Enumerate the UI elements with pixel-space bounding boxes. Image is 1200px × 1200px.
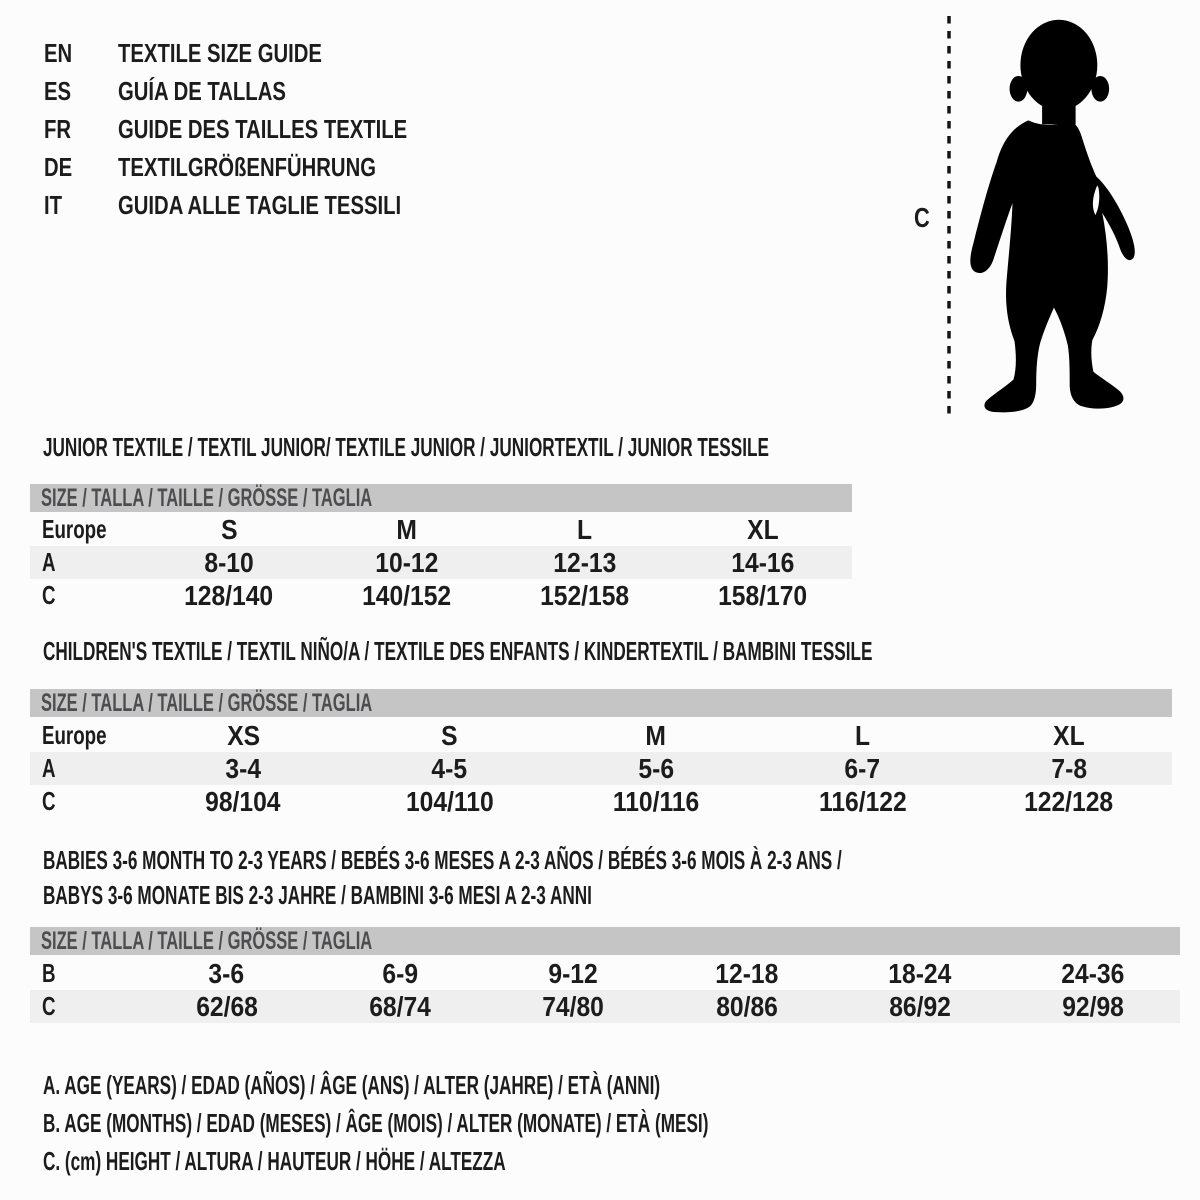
row-label: C <box>42 991 56 1021</box>
legend-line-c: C. (cm) HEIGHT / ALTURA / HAUTEUR / HÖHE / ALTEZZA <box>43 1146 506 1176</box>
row-label: C <box>42 580 56 610</box>
legend-line-b: B. AGE (MONTHS) / EDAD (MESES) / ÂGE (MOIS) / ALTER (MONATE) / ETÀ (MESI) <box>43 1108 709 1138</box>
size-cell: L <box>577 513 593 545</box>
table-row <box>30 752 1172 785</box>
babies-section-title-line2: BABYS 3-6 MONATE BIS 2-3 JAHRE / BAMBINI 3-6 MESI A 2-3 ANNI <box>43 880 592 910</box>
age-cell: 3-6 <box>208 957 245 989</box>
age-cell: 8-10 <box>204 546 254 578</box>
height-cell: 128/140 <box>184 579 274 611</box>
language-code: FR <box>44 113 72 144</box>
babies-section-title-line1: BABIES 3-6 MONTH TO 2-3 YEARS / BEBÉS 3-6 MESES A 2-3 AÑOS / BÉBÉS 3-6 MOIS À 2-3 ANS / <box>43 845 842 875</box>
size-cell: M <box>396 513 418 545</box>
age-cell: 24-36 <box>1061 957 1125 989</box>
table-row <box>30 990 1180 1023</box>
age-cell: 4-5 <box>431 752 468 784</box>
age-cell: 3-4 <box>225 752 262 784</box>
language-row-de <box>44 148 489 186</box>
size-cell: XL <box>1053 719 1085 751</box>
junior-size-header-bar: SIZE / TALLA / TAILLE / GRÖSSE / TAGLIA <box>30 484 852 512</box>
table-row <box>30 957 1180 990</box>
row-label: A <box>42 547 56 577</box>
height-cell: 104/110 <box>405 785 494 817</box>
row-label: B <box>42 958 56 988</box>
size-cell: S <box>220 513 238 545</box>
language-row-en <box>44 34 489 72</box>
age-cell: 14-16 <box>731 546 795 578</box>
age-cell: 12-13 <box>553 546 617 578</box>
height-cell: 116/122 <box>818 785 907 817</box>
children-size-header-bar: SIZE / TALLA / TAILLE / GRÖSSE / TAGLIA <box>30 689 1172 717</box>
height-measure-dashed-line <box>940 10 958 420</box>
height-cell: 98/104 <box>205 785 281 817</box>
height-cell: 74/80 <box>542 990 605 1022</box>
language-row-es <box>44 72 489 110</box>
table-row <box>30 546 852 579</box>
language-row-fr <box>44 110 489 148</box>
age-cell: 10-12 <box>375 546 439 578</box>
age-cell: 18-24 <box>888 957 952 989</box>
children-section-title: CHILDREN'S TEXTILE / TEXTIL NIÑO/A / TEXTILE DES ENFANTS / KINDERTEXTIL / BAMBINI TESSILE <box>43 636 873 666</box>
language-code: DE <box>44 151 73 182</box>
guide-title-en: TEXTILE SIZE GUIDE <box>118 37 322 68</box>
age-cell: 12-18 <box>715 957 779 989</box>
babies-size-header-bar: SIZE / TALLA / TAILLE / GRÖSSE / TAGLIA <box>30 927 1180 955</box>
row-label: Europe <box>42 720 107 750</box>
size-cell: S <box>441 719 458 751</box>
row-label: C <box>42 786 56 816</box>
row-label: Europe <box>42 514 107 544</box>
row-label: A <box>42 753 56 783</box>
table-row <box>30 785 1172 818</box>
language-code: ES <box>44 75 72 106</box>
size-cell: L <box>854 719 870 751</box>
guide-title-es: GUÍA DE TALLAS <box>118 75 286 106</box>
height-cell: 86/92 <box>889 990 951 1022</box>
language-row-it <box>44 186 489 224</box>
language-code: EN <box>44 37 73 68</box>
age-cell: 6-9 <box>382 957 418 989</box>
size-cell: XS <box>226 719 260 751</box>
guide-title-it: GUIDA ALLE TAGLIE TESSILI <box>118 189 402 220</box>
guide-title-de: TEXTILGRÖßENFÜHRUNG <box>118 151 376 182</box>
table-row <box>30 579 852 612</box>
height-cell: 92/98 <box>1062 990 1125 1022</box>
legend-line-a: A. AGE (YEARS) / EDAD (AÑOS) / ÂGE (ANS) / ALTER (JAHRE) / ETÀ (ANNI) <box>43 1070 661 1100</box>
height-cell: 62/68 <box>195 990 258 1022</box>
language-guide-list <box>44 34 489 224</box>
size-cell: M <box>645 719 667 751</box>
height-cell: 68/74 <box>369 990 431 1022</box>
height-cell: 152/158 <box>540 579 630 611</box>
age-cell: 6-7 <box>844 752 881 784</box>
guide-title-fr: GUIDE DES TAILLES TEXTILE <box>118 113 408 144</box>
height-cell: 110/116 <box>612 785 700 817</box>
age-cell: 7-8 <box>1051 752 1087 784</box>
junior-section-title: JUNIOR TEXTILE / TEXTIL JUNIOR/ TEXTILE JUNIOR / JUNIORTEXTIL / JUNIOR TESSILE <box>43 432 769 462</box>
height-cell: 140/152 <box>362 579 452 611</box>
size-cell: XL <box>747 513 779 545</box>
table-row <box>30 719 1172 752</box>
height-cell: 80/86 <box>715 990 778 1022</box>
age-cell: 9-12 <box>548 957 598 989</box>
height-cell: 158/170 <box>718 579 808 611</box>
height-cell: 122/128 <box>1024 785 1114 817</box>
language-code: IT <box>44 189 63 220</box>
measure-c-label: C <box>914 202 930 233</box>
toddler-silhouette-icon <box>958 4 1140 418</box>
age-cell: 5-6 <box>638 752 674 784</box>
table-row <box>30 513 852 546</box>
